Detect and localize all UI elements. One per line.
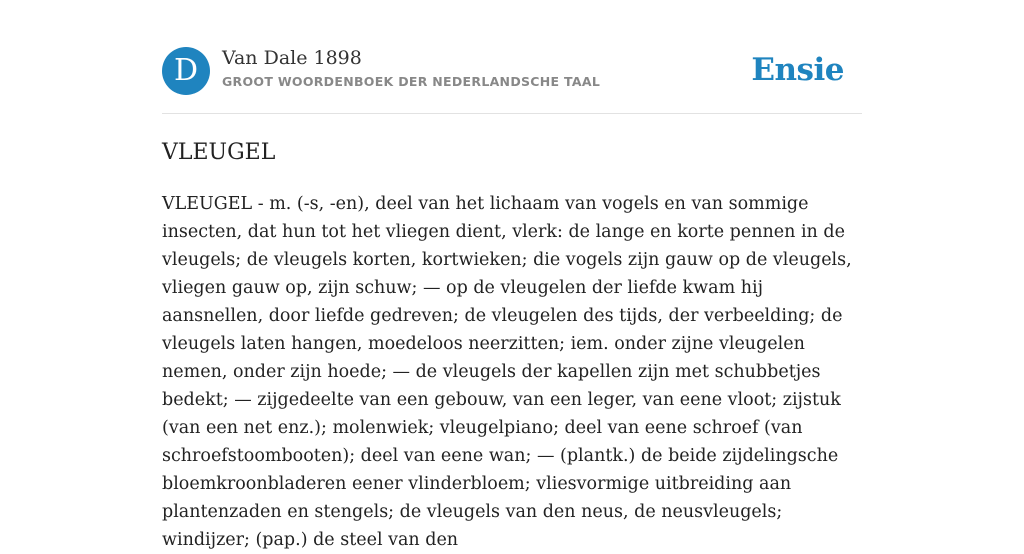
source-subtitle: GROOT WOORDENBOEK DER NEDERLANDSCHE TAAL — [222, 74, 601, 89]
source-avatar[interactable]: D — [162, 47, 210, 95]
brand-logo[interactable]: Ensie — [751, 52, 844, 88]
entry-definition: VLEUGEL - m. (-s, -en), deel van het lichaam van vogels en van sommige insecten, dat hun tot het vliegen dient, vlerk: de lange en korte pennen in de vleugels; de vleugels korten, kortwieken; die vogels zijn gauw op de vleugels, vliegen gauw op, zijn schuw; — op de vleugelen der liefde kwam hij aansnellen, door liefde gedreven; de vleugelen des tijds, der verbeelding; de vleugels laten hangen, moedeloos neerzitten; iem. onder zijne vleugelen nemen, onder zijn hoede; — de vleugels der kapellen zijn met schubbetjes bedekt; — zijgedeelte van een gebouw, van een leger, van eene vloot; zijstuk (van een net enz.); molenwiek; vleugelpiano; deel van eene schroef (van schroefstoombooten); deel van eene wan; — (plantk.) de beide zijdelingsche bloemkroonbladeren eener vlinderbloem; vliesvormige uitbreiding aan plantenzaden en stengels; de vleugels van den neus, de neusvleugels; windijzer; (pap.) de steel van den — [162, 194, 852, 550]
header-divider — [162, 113, 862, 114]
entry-title: VLEUGEL — [162, 140, 276, 165]
source-header — [162, 46, 862, 96]
dictionary-card — [162, 0, 862, 550]
source-title[interactable]: Van Dale 1898 — [222, 47, 362, 69]
